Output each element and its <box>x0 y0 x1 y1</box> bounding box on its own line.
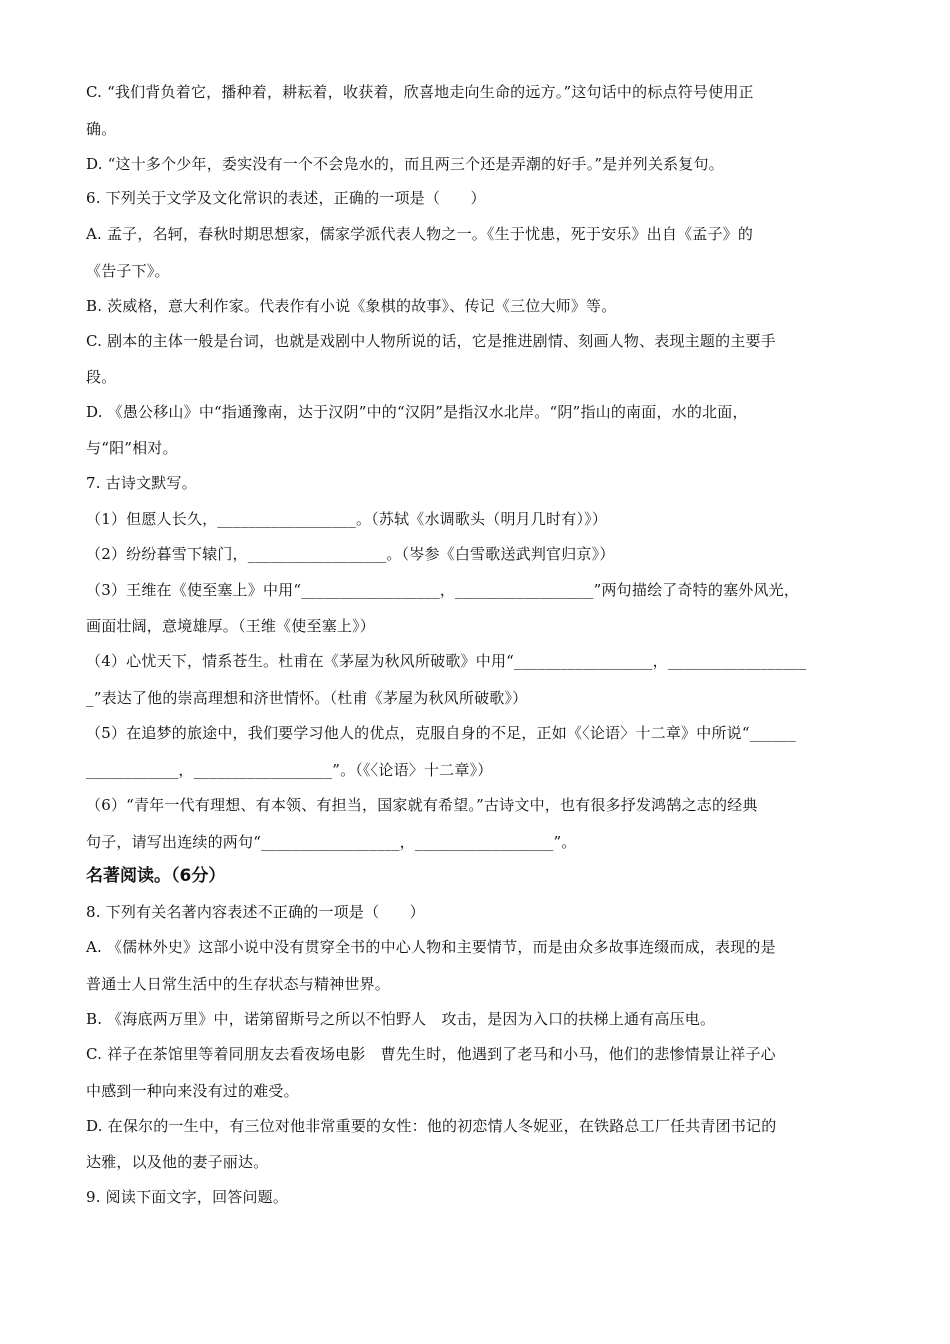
text-line: B. 《海底两万里》中，诺第留斯号之所以不怕野人 攻击，是因为入口的扶梯上通有高压电。 <box>86 1010 716 1028</box>
section-heading: 名著阅读。（6分） <box>86 866 226 886</box>
text-line: D. 《愚公移山》中“指通豫南，达于汉阴”中的“汉阴”是指汉水北岸。“阴”指山的南面，水的北面， <box>86 403 748 421</box>
text-line: B. 茨威格，意大利作家。代表作有小说《象棋的故事》、传记《三位大师》等。 <box>86 297 617 315</box>
text-line: A. 孟子，名轲，春秋时期思想家，儒家学派代表人物之一。《生于忧患，死于安乐》出自《孟子》的 <box>86 225 754 243</box>
text-line: _”表达了他的崇高理想和济世情怀。（杜甫《茅屋为秋风所破歌》） <box>86 689 528 707</box>
text-line: 达雅，以及他的妻子丽达。 <box>86 1153 269 1171</box>
text-line: 与“阳”相对。 <box>86 439 178 457</box>
text-line: （4）心忧天下，情系苍生。杜甫在《茅屋为秋风所破歌》中用“__________________，__________________ <box>86 652 807 670</box>
text-line: （2）纷纷暮雪下辕门，__________________。（岑参《白雪歌送武判官归京》） <box>86 545 615 563</box>
text-line: （3）王维在《使至塞上》中用“__________________，__________________”两句描绘了奇特的塞外风光， <box>86 581 800 599</box>
text-line: 《告子下》。 <box>86 262 170 280</box>
text-line: C. “我们背负着它，播种着，耕耘着，收获着，欣喜地走向生命的远方。”这句话中的标点符号使用正 <box>86 83 754 101</box>
text-line: D. “这十多个少年，委实没有一个不会凫水的，而且两三个还是弄潮的好手。”是并列关系复句。 <box>86 155 724 173</box>
text-line: 中感到一种向来没有过的难受。 <box>86 1082 299 1100</box>
text-line: （1）但愿人长久，__________________。（苏轼《水调歌头（明月几时有）》） <box>86 510 608 528</box>
question-7: 7. 古诗文默写。 <box>86 474 197 492</box>
text-line: C. 祥子在茶馆里等着同朋友去看夜场电影 曹先生时，他遇到了老马和小马，他们的悲惨情景让祥子心 <box>86 1045 776 1063</box>
text-line: 画面壮阔，意境雄厚。（王维《使至塞上》） <box>86 617 376 635</box>
text-line: D. 在保尔的一生中，有三位对他非常重要的女性：他的初恋情人冬妮亚，在铁路总工厂任共青团书记的 <box>86 1117 777 1135</box>
text-line: A. 《儒林外史》这部小说中没有贯穿全书的中心人物和主要情节，而是由众多故事连缀而成，表现的是 <box>86 938 776 956</box>
question-8: 8. 下列有关名著内容表述不正确的一项是（ ） <box>86 903 425 921</box>
text-line: ____________，__________________”。（《〈论语〉十二章》） <box>86 761 493 779</box>
text-line: 段。 <box>86 368 117 386</box>
text-line: 普通士人日常生活中的生存状态与精神世界。 <box>86 975 391 993</box>
question-9: 9. 阅读下面文字，回答问题。 <box>86 1188 289 1206</box>
text-line: （6）“青年一代有理想、有本领、有担当，国家就有希望。”古诗文中，也有很多抒发鸿鹄之志的经典 <box>86 796 758 814</box>
text-line: C. 剧本的主体一般是台词，也就是戏剧中人物所说的话，它是推进剧情、刻画人物、表现主题的主要手 <box>86 332 776 350</box>
text-line: 句子，请写出连续的两句“__________________，__________________”。 <box>86 833 577 851</box>
text-line: （5）在追梦的旅途中，我们要学习他人的优点，克服自身的不足，正如《〈论语〉十二章》中所说“______ <box>86 724 796 742</box>
question-6: 6. 下列关于文学及文化常识的表述，正确的一项是（ ） <box>86 189 486 207</box>
text-line: 确。 <box>86 120 117 138</box>
